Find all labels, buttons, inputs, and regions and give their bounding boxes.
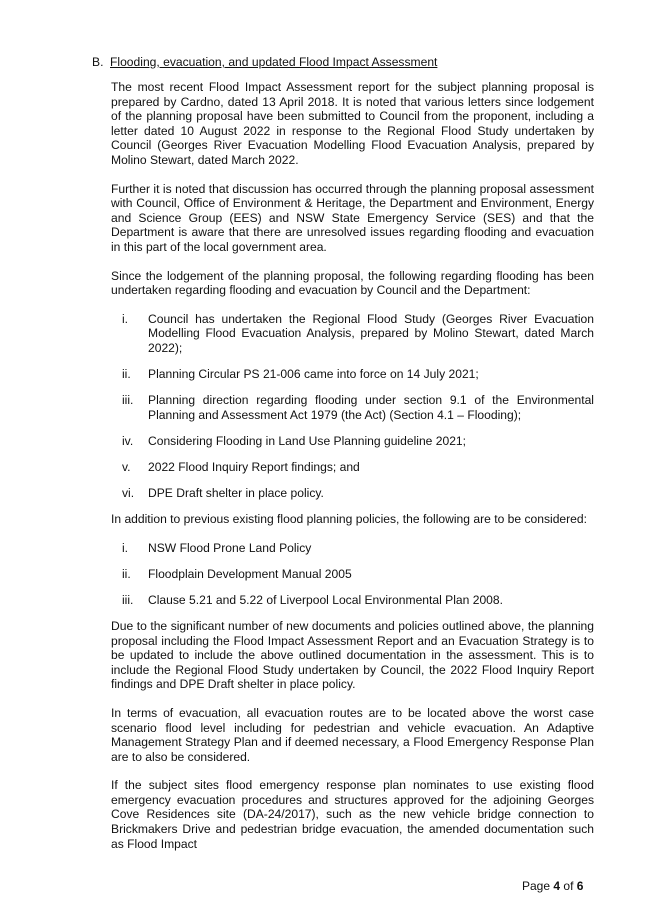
- list-item-number: v.: [122, 459, 131, 474]
- list-item-number: i.: [122, 540, 129, 555]
- list-item-text: Clause 5.21 and 5.22 of Liverpool Local Environmental Plan 2008.: [148, 592, 503, 607]
- paragraph-update-requirement: Due to the significant number of new documents and policies outlined above, the planning proposal including the Flood Impact Assessment Report and an Evacuation Strategy is to be updated to include the above outlined documentation in the assessment. This is to include the Regional Flood Study undertaken by Council, the 2022 Flood Inquiry Report findings and DPE Draft shelter in place policy.: [111, 618, 594, 692]
- current-page: 4: [553, 879, 561, 893]
- section-body: [111, 80, 594, 865]
- section-letter: B.: [92, 55, 104, 69]
- list-item-number: vi.: [122, 485, 135, 500]
- list-item: [111, 593, 594, 608]
- list-item: [111, 567, 594, 582]
- list-item: [111, 434, 594, 449]
- page-number: [522, 879, 583, 894]
- list-policies: [111, 541, 594, 608]
- section-heading: [92, 55, 612, 70]
- list-item-number: iv.: [122, 433, 134, 448]
- section-title: Flooding, evacuation, and updated Flood Impact Assessment: [110, 55, 438, 69]
- list-item: [111, 393, 594, 422]
- list-item: [111, 367, 594, 382]
- list-item-number: ii.: [122, 566, 131, 581]
- list-item-text: Considering Flooding in Land Use Planning guideline 2021;: [148, 433, 467, 448]
- list-item-text: DPE Draft shelter in place policy.: [148, 485, 324, 500]
- total-pages: 6: [576, 879, 584, 893]
- list-item-text: Council has undertaken the Regional Flood Study (Georges River Evacuation Modelling Flood Evacuation Analysis, prepared by Molino Stewart, dated March 2022);: [148, 311, 594, 355]
- paragraph-policies-intro: In addition to previous existing flood planning policies, the following are to be considered:: [111, 512, 587, 527]
- list-item-number: i.: [122, 311, 129, 326]
- list-item: [111, 541, 594, 556]
- page-word: Page: [522, 879, 551, 893]
- list-item-text: 2022 Flood Inquiry Report findings; and: [148, 459, 360, 474]
- list-item-number: ii.: [122, 367, 131, 381]
- list-item-number: iii.: [122, 393, 134, 408]
- list-item: [111, 460, 594, 475]
- paragraph-emergency-response: If the subject sites flood emergency response plan nominates to use existing flood emergency evacuation procedures and structures approved for the adjoining Georges Cove Residences site (DA-24/2017), such as the new vehicle bridge connection to Brickmakers Drive and pedestrian bridge evacuation, the amended documentation such as Flood Impact: [111, 778, 594, 851]
- list-item: [111, 486, 594, 501]
- paragraph-flood-impact-report: The most recent Flood Impact Assessment report for the subject planning proposal is prepared by Cardno, dated 13 April 2018. It is noted that various letters since lodgement of the planning proposal have been submitted to Council from the proponent, including a letter dated 10 August 2022 in response to the Regional Flood Study undertaken by Council (Georges River Evacuation Modelling Flood Evacuation Analysis, prepared by Molino Stewart, dated March 2022.: [111, 80, 594, 167]
- paragraph-evacuation-routes: In terms of evacuation, all evacuation routes are to be located above the worst case scenario flood level including for pedestrian and vehicle evacuation. An Adaptive Management Strategy Plan and if deemed necessary, a Flood Emergency Response Plan are to also be considered.: [111, 705, 594, 764]
- of-word: of: [563, 879, 574, 893]
- list-item-text: Planning Circular PS 21-006 came into force on 14 July 2021;: [148, 367, 479, 381]
- paragraph-since-lodgement: Since the lodgement of the planning proposal, the following regarding flooding has been undertaken regarding flooding and evacuation by Council and the Department:: [111, 268, 594, 298]
- list-item: [111, 312, 594, 356]
- list-item-text: NSW Flood Prone Land Policy: [148, 540, 312, 555]
- paragraph-discussion: Further it is noted that discussion has occurred through the planning proposal assessment with Council, Office of Environment & Heritage, the Department and Environment, Energy and Science Group (EES) and NSW State Emergency Service (SES) and that the Department is aware that there are unresolved issues regarding flooding and evacuation in this part of the local government area.: [111, 181, 594, 254]
- list-undertaken: [111, 312, 594, 501]
- list-item-number: iii.: [122, 592, 134, 607]
- list-item-text: Planning direction regarding flooding under section 9.1 of the Environmental Planning and Assessment Act 1979 (the Act) (Section 4.1 – Flooding);: [148, 393, 594, 422]
- list-item-text: Floodplain Development Manual 2005: [148, 566, 352, 581]
